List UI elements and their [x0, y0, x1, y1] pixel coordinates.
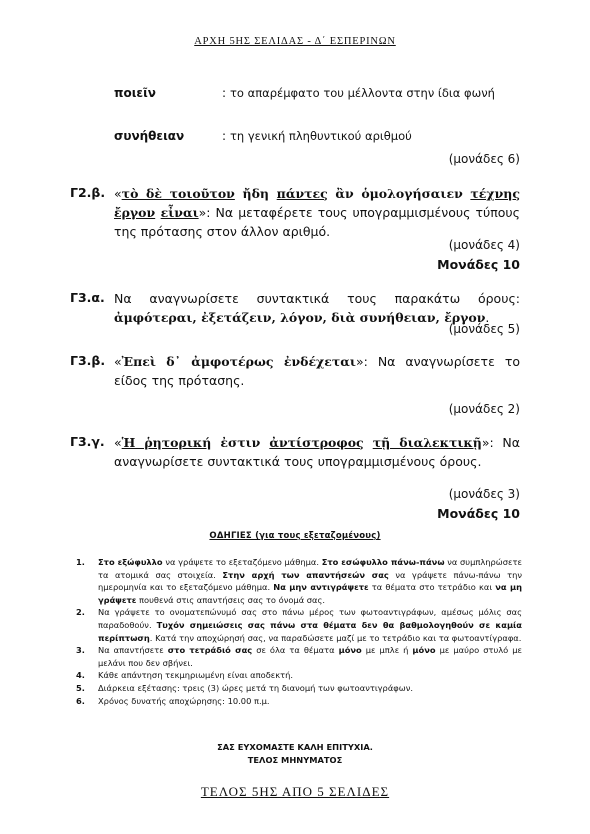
instruction-text: Να αναγνωρίσετε συντακτικά τους παρακάτω όρους: — [114, 291, 520, 306]
question-text-g2b — [114, 184, 520, 241]
item-text: να γράψετε το εξεταζόμενο μάθημα. — [162, 557, 322, 567]
list-item — [70, 606, 522, 644]
quote-open: « — [114, 435, 122, 450]
question-label-g3a: Γ3.α. — [70, 290, 105, 305]
item-text: τα θέματα στο τετράδιο και — [368, 582, 496, 593]
greek-text: ἤδη — [234, 186, 277, 201]
term-label: ποιεῖν — [114, 86, 156, 100]
bold-text: στο τετράδιό σας — [167, 645, 253, 656]
bold-text: Να μην αντιγράψετε — [273, 582, 369, 593]
greek-underlined: τὸ δὲ τοιοῦτον — [121, 186, 235, 201]
quote-open: « — [114, 354, 122, 369]
item-number: 6. — [76, 695, 85, 706]
greek-underlined: ἀντίστροφος — [269, 435, 364, 450]
greek-text: ἐστιν — [211, 435, 270, 450]
term-row-poiein — [114, 84, 520, 120]
closing-wishes: ΣΑΣ ΕΥΧΟΜΑΣΤΕ ΚΑΛΗ ΕΠΙΤΥΧΙΑ. — [217, 742, 373, 752]
total-marks-g2: Μονάδες 10 — [437, 257, 520, 272]
marks-g2b: (μονάδες 4) — [448, 238, 520, 252]
question-label-g2b: Γ2.β. — [70, 185, 106, 200]
quote-open: « — [114, 186, 122, 201]
marks-g3b: (μονάδες 2) — [448, 402, 520, 416]
marks-g3c: (μονάδες 3) — [448, 487, 520, 501]
greek-underlined: Ἡ ῥητορική — [121, 435, 212, 450]
greek-terms: ἀμφότεραι, ἐξετάζειν, λόγον, διὰ συνήθειαν, ἔργον — [114, 310, 486, 325]
greek-text — [364, 435, 373, 450]
instructions-title: ΟΔΗΓΙΕΣ (για τους εξεταζομένους) — [209, 531, 381, 541]
item-text: . Κατά την αποχώρησή σας, να παραδώσετε μαζί με το τετράδιο και τα φωτοαντίγραφα. — [149, 632, 522, 643]
instruction-text: : Να μεταφέρετε τους υπογραμμισμένους τύπους της πρότασης στον άλλον αριθμό. — [114, 205, 520, 239]
item-text: Να απαντήσετε — [98, 645, 168, 656]
term-row-synetheian — [114, 127, 520, 145]
question-label-g3b: Γ3.β. — [70, 353, 106, 368]
period: . — [485, 310, 490, 325]
item-number: 5. — [76, 682, 85, 693]
list-item — [70, 682, 522, 695]
item-number: 2. — [76, 607, 85, 618]
bold-text: Στο εσώφυλλο πάνω-πάνω — [321, 557, 445, 567]
bold-text: Τυχόν σημειώσεις σας πάνω στα θέματα δεν θα βαθμολογηθούν σε καμία περίπτωση — [98, 619, 522, 643]
question-label-g3c: Γ3.γ. — [70, 434, 105, 449]
item-text: Κάθε απάντηση τεκμηριωμένη είναι αποδεκτή. — [98, 670, 294, 681]
page-header: ΑΡΧΗ 5ΗΣ ΣΕΛΙΔΑΣ - Δ΄ ΕΣΠΕΡΙΝΩΝ — [194, 36, 396, 47]
greek-underlined: τῇ διαλεκτικῇ — [372, 435, 482, 450]
item-text: με μαύρο στυλό με μελάνι που δεν σβήνει. — [98, 645, 523, 668]
term-label: συνήθειαν — [114, 129, 185, 143]
item-text: Να γράψετε το ονοματεπώνυμό σας στο πάνω μέρος των φωτοαντιγράφων, αμέσως μόλις σας παραδοθούν. — [98, 607, 522, 630]
item-text: Χρόνος δυνατής αποχώρησης: 10.00 π.μ. — [98, 695, 270, 706]
total-marks-g3: Μονάδες 10 — [437, 506, 520, 521]
list-item — [70, 695, 522, 708]
greek-underlined: εἶναι — [160, 205, 199, 220]
bold-text: Στο εξώφυλλο — [98, 557, 163, 567]
greek-quote: Ἐπεὶ δ᾽ ἀμφοτέρως ἐνδέχεται — [121, 354, 356, 369]
greek-underlined: πάντες — [276, 186, 328, 201]
term-definition: τη γενική πληθυντικού αριθμού — [230, 129, 412, 143]
bold-text: μόνο — [338, 645, 362, 656]
bold-text: να μη γράψετε — [98, 582, 522, 605]
question-text-g3b — [114, 352, 520, 390]
marks-terms: (μονάδες 6) — [448, 152, 520, 166]
quote-close: » — [355, 354, 364, 369]
greek-underlined: τέχνης ἔργον — [114, 186, 520, 220]
bold-text: Στην αρχή των απαντήσεών σας — [222, 569, 389, 580]
list-item — [70, 669, 522, 682]
marks-g3a: (μονάδες 5) — [448, 322, 520, 336]
instruction-text: : Να αναγνωρίσετε συντακτικά τους υπογραμμισμένους όρους. — [114, 435, 521, 469]
item-number: 3. — [76, 645, 85, 656]
bold-text: μόνο — [412, 645, 436, 656]
item-text: να γράψετε πάνω-πάνω την ημερομηνία και το εξεταζόμενο μάθημα. — [98, 569, 522, 593]
term-colon: : — [222, 86, 227, 100]
greek-text: ἂν ὁμολογήσαιεν — [327, 186, 471, 201]
item-text: πουθενά στις απαντήσεις σας το όνομά σας. — [136, 594, 326, 605]
list-item — [70, 644, 522, 669]
item-number: 1. — [76, 557, 85, 567]
term-definition: το απαρέμφατο του μέλλοντα στην ίδια φωνή — [230, 86, 495, 100]
quote-close: » — [481, 435, 490, 450]
list-item — [70, 556, 522, 606]
closing-end-message: ΤΕΛΟΣ ΜΗΝΥΜΑΤΟΣ — [247, 755, 343, 765]
page-footer: ΤΕΛΟΣ 5ΗΣ ΑΠΟ 5 ΣΕΛΙΔΕΣ — [200, 784, 390, 799]
item-text: με μπλε ή — [361, 645, 413, 656]
question-text-g3c — [114, 433, 520, 471]
item-number: 4. — [76, 670, 85, 681]
instructions-list — [70, 556, 522, 707]
item-text: να συμπληρώσετε τα ατομικά σας στοιχεία. — [98, 557, 522, 580]
quote-close: » — [198, 205, 207, 220]
term-colon: : — [222, 129, 227, 143]
item-text: σε όλα τα θέματα — [252, 645, 339, 656]
item-text: Διάρκεια εξέτασης: τρεις (3) ώρες μετά τη διανομή των φωτοαντιγράφων. — [98, 682, 413, 693]
instruction-text: : Να αναγνωρίσετε το είδος της πρότασης. — [114, 354, 520, 388]
